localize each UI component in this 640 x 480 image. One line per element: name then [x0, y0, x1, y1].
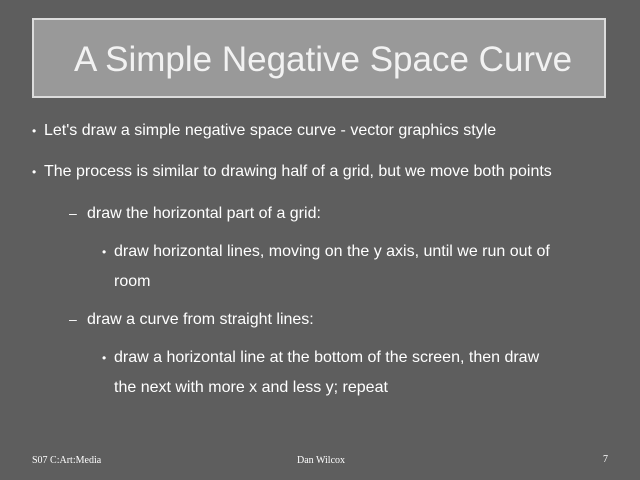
subsub-item-2-line2: the next with more x and less y; repeat — [114, 379, 388, 396]
subsub-item-2-line1: draw a horizontal line at the bottom of the screen, then draw — [114, 349, 540, 366]
dash-marker: – — [69, 205, 77, 221]
subsub-item-1-line2: room — [114, 273, 151, 290]
bullet-marker: • — [32, 124, 37, 138]
sub-item-2: draw a curve from straight lines: — [87, 311, 314, 328]
bullet-marker: • — [32, 165, 37, 179]
footer-author: Dan Wilcox — [297, 455, 346, 466]
subsub-item-1-line1: draw horizontal lines, moving on the y axis, until we run out of — [114, 243, 550, 260]
slide-title: A Simple Negative Space Curve — [74, 40, 573, 79]
bullet-text-2: The process is similar to drawing half of a grid, but we move both points — [44, 163, 552, 180]
slide-title-box — [32, 18, 606, 98]
bullet-marker: • — [102, 351, 107, 365]
bullet-text-1: Let's draw a simple negative space curve - vector graphics style — [44, 122, 497, 139]
dash-marker: – — [69, 311, 77, 327]
page-number: 7 — [603, 454, 608, 465]
sub-item-1: draw the horizontal part of a grid: — [87, 205, 321, 222]
bullet-marker: • — [102, 245, 107, 259]
footer-course: S07 C:Art:Media — [32, 455, 102, 466]
